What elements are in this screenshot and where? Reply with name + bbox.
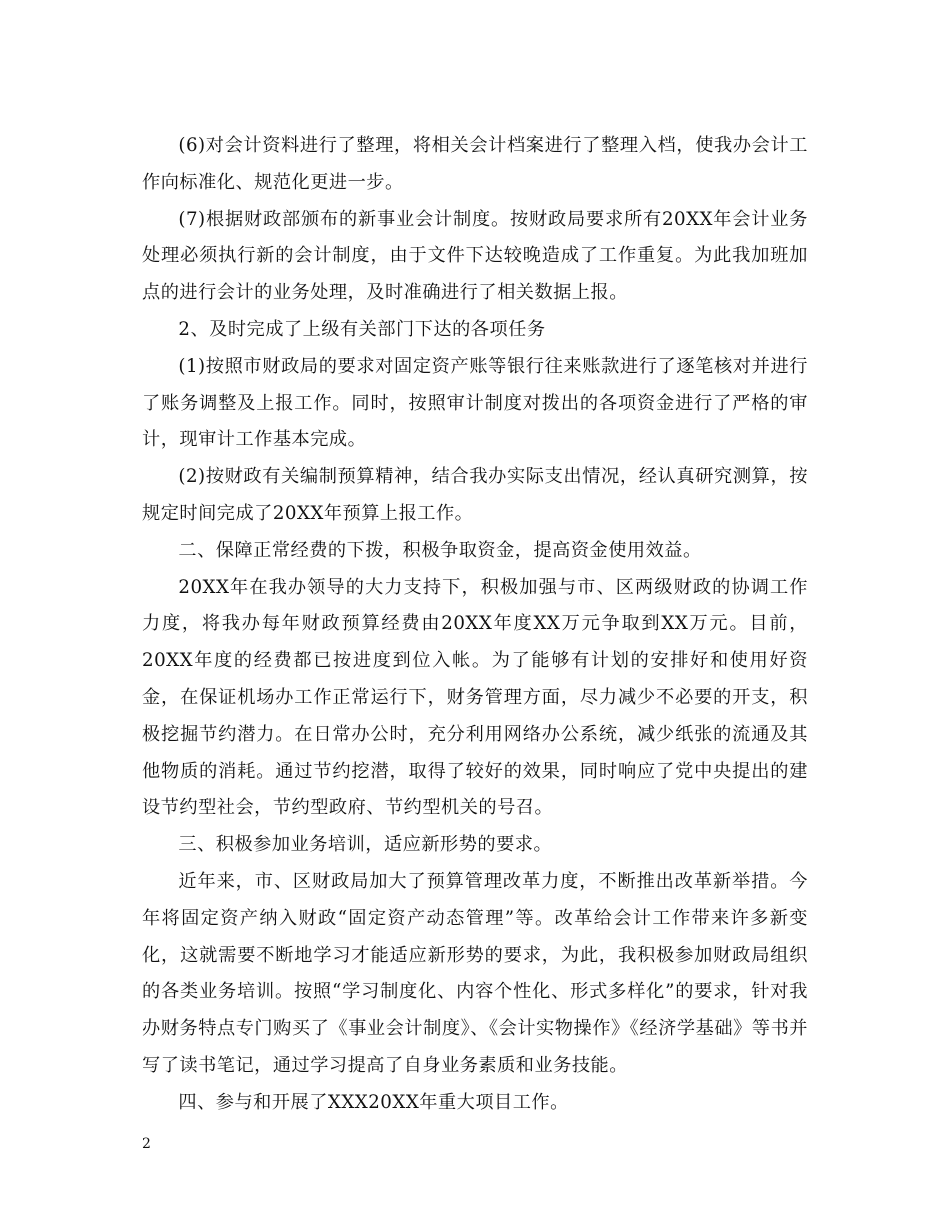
page-number: 2 bbox=[142, 1136, 151, 1152]
section-heading-four: 四、参与和开展了XXX20XX年重大项目工作。 bbox=[178, 1091, 569, 1113]
paragraph-training: 近年来，市、区财政局加大了预算管理改革力度，不断推出改革新举措。今年将固定资产纳入财政“固定资产动态管理”等。改革给会计工作带来许多新变化，这就需要不断地学习才能适应新形势的要求，为此，我积极参加财政局组织的各类业务培训。按照“学习制度化、内容个性化、形式多样化”的要求，针对我办财务特点专门购买了《事业会计制度》、《会计实物操作》《经济学基础》等书并写了读书笔记，通过学习提高了自身业务素质和业务技能。 bbox=[142, 870, 808, 1076]
paragraph-item-2: (2)按财政有关编制预算精神，结合我办实际支出情况，经认真研究测算，按规定时间完成了20XX年预算上报工作。 bbox=[142, 466, 808, 524]
document-body bbox=[142, 128, 808, 1122]
section-heading-three: 三、积极参加业务培训，适应新形势的要求。 bbox=[178, 834, 553, 856]
paragraph-item-7: (7)根据财政部颁布的新事业会计制度。按财政局要求所有20XX年会计业务处理必须执行新的会计制度，由于文件下达较晚造成了工作重复。为此我加班加点的进行会计的业务处理，及时准确进行了相关数据上报。 bbox=[142, 208, 808, 304]
section-heading-2: 2、及时完成了上级有关部门下达的各项任务 bbox=[178, 318, 546, 340]
paragraph-item-1: (1)按照市财政局的要求对固定资产账等银行往来账款进行了逐笔核对并进行了账务调整及上报工作。同时，按照审计制度对拨出的各项资金进行了严格的审计，现审计工作基本完成。 bbox=[142, 355, 808, 451]
paragraph-item-6: (6)对会计资料进行了整理，将相关会计档案进行了整理入档，使我办会计工作向标准化、规范化更进一步。 bbox=[142, 135, 808, 193]
section-heading-two: 二、保障正常经费的下拨，积极争取资金，提高资金使用效益。 bbox=[178, 539, 702, 561]
paragraph-funding: 20XX年在我办领导的大力支持下，积极加强与市、区两级财政的协调工作力度，将我办每年财政预算经费由20XX年度XX万元争取到XX万元。目前，20XX年度的经费都已按进度到位入帐。为了能够有计划的安排好和使用好资金，在保证机场办工作正常运行下，财务管理方面，尽力减少不必要的开支，积极挖掘节约潜力。在日常办公时，充分利用网络办公系统，减少纸张的流通及其他物质的消耗。通过节约挖潜，取得了较好的效果，同时响应了党中央提出的建设节约型社会，节约型政府、节约型机关的号召。 bbox=[142, 576, 808, 819]
